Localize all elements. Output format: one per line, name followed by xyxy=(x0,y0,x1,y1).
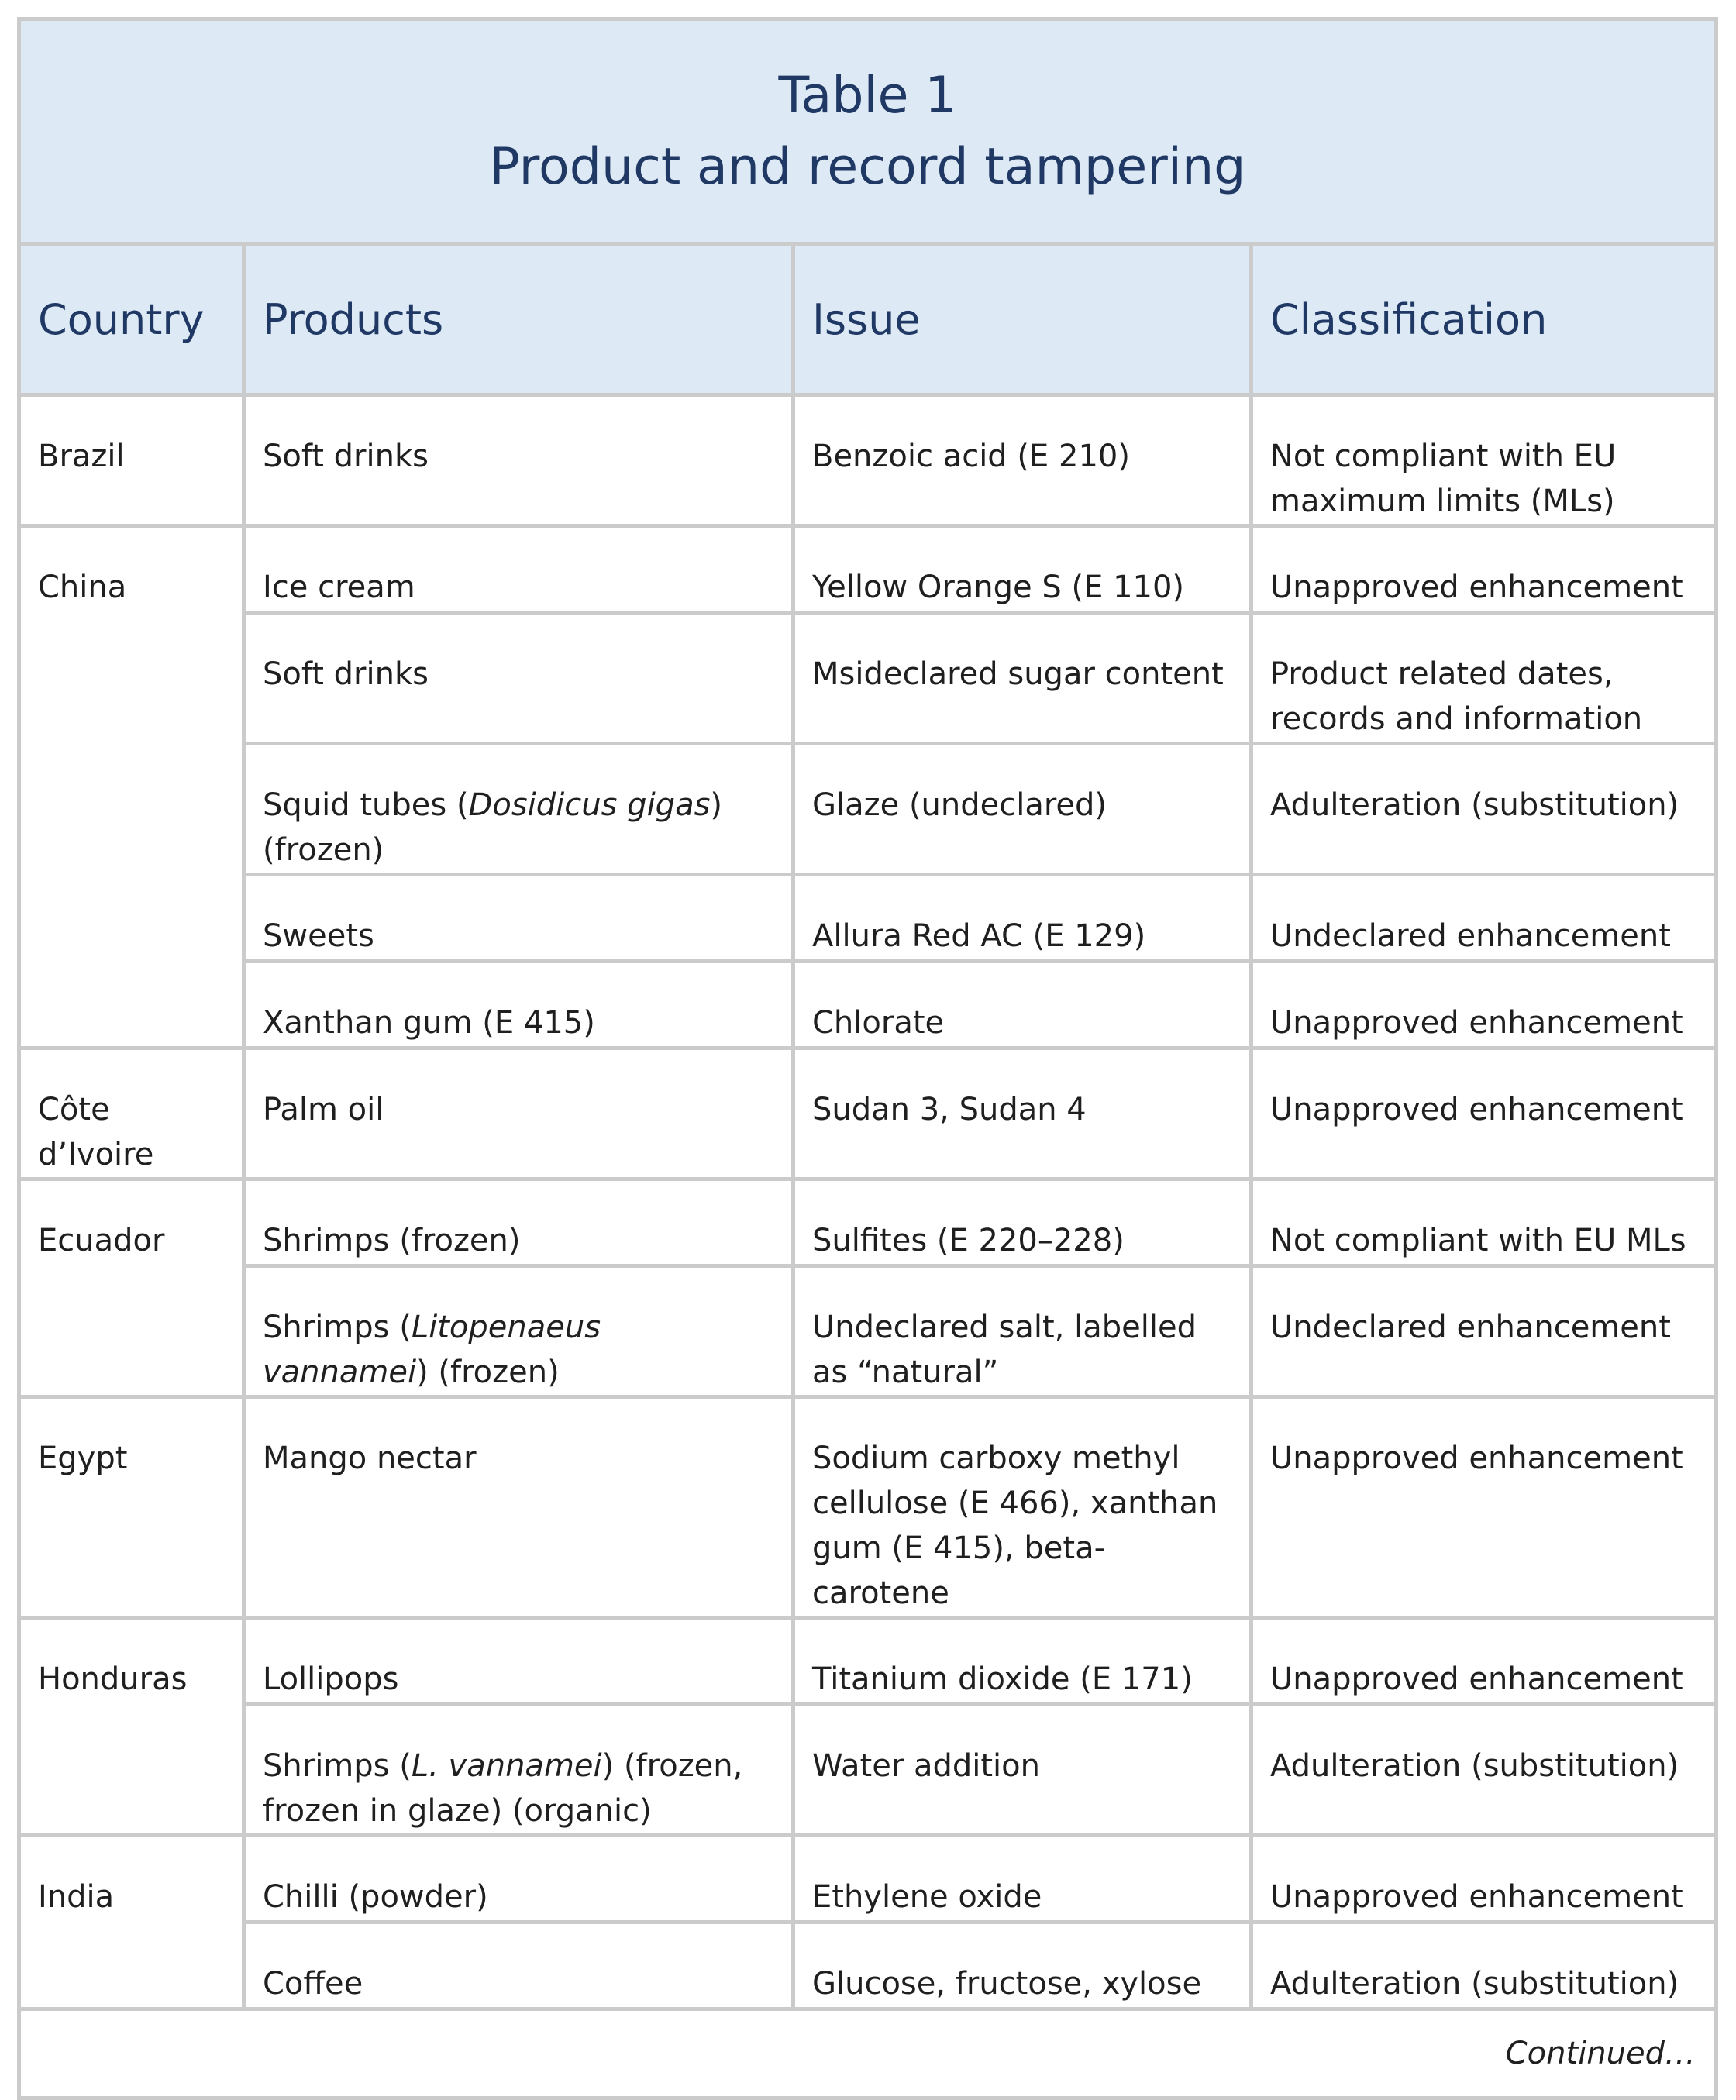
product-cell: Lollipops xyxy=(244,1618,794,1705)
classification-cell: Unapproved enhancement xyxy=(1252,526,1717,613)
classification-cell: Unapproved enhancement xyxy=(1252,962,1717,1048)
country-cell: Ecuador xyxy=(19,1179,244,1397)
species-name: L. vannamei xyxy=(411,1748,602,1784)
classification-cell: Product related dates, records and information xyxy=(1252,613,1717,744)
issue-cell: Glaze (undeclared) xyxy=(794,744,1252,875)
table-row xyxy=(19,962,1717,1048)
issue-cell: Chlorate xyxy=(794,962,1252,1048)
table-row xyxy=(19,1705,1717,1836)
product-cell xyxy=(244,1266,794,1397)
product-cell: Ice cream xyxy=(244,526,794,613)
issue-cell: Allura Red AC (E 129) xyxy=(794,875,1252,962)
country-cell: Egypt xyxy=(19,1397,244,1618)
species-name: Dosidicus gigas xyxy=(468,787,711,823)
issue-cell: Water addition xyxy=(794,1705,1252,1836)
table-row xyxy=(19,613,1717,744)
table-row xyxy=(19,1618,1717,1705)
issue-cell: Msideclared sugar content xyxy=(794,613,1252,744)
classification-cell: Adulteration (substitution) xyxy=(1252,744,1717,875)
table-row xyxy=(19,1266,1717,1397)
table-row xyxy=(19,395,1717,526)
product-cell: Shrimps (frozen) xyxy=(244,1179,794,1266)
product-text: Shrimps ( xyxy=(263,1310,412,1345)
product-text: ) (frozen) xyxy=(263,787,723,868)
table-row xyxy=(19,1179,1717,1266)
table-container xyxy=(17,17,1714,2100)
table-row xyxy=(19,1397,1717,1618)
classification-cell: Not compliant with EU MLs xyxy=(1252,1179,1717,1266)
product-cell xyxy=(244,744,794,875)
country-cell: Côte d’Ivoire xyxy=(19,1048,244,1179)
issue-cell: Benzoic acid (E 210) xyxy=(794,395,1252,526)
issue-cell: Sulfites (E 220–228) xyxy=(794,1179,1252,1266)
product-cell: Palm oil xyxy=(244,1048,794,1179)
header-row xyxy=(19,244,1717,395)
product-cell: Xanthan gum (E 415) xyxy=(244,962,794,1048)
issue-cell: Ethylene oxide xyxy=(794,1836,1252,1923)
species-name: Litopenaeus vannamei xyxy=(263,1310,601,1390)
product-cell: Sweets xyxy=(244,875,794,962)
country-cell: China xyxy=(19,526,244,1048)
product-text: ) (frozen) xyxy=(416,1355,560,1390)
table-row xyxy=(19,1048,1717,1179)
table-row xyxy=(19,526,1717,613)
issue-cell: Titanium dioxide (E 171) xyxy=(794,1618,1252,1705)
product-text: Shrimps ( xyxy=(263,1748,412,1784)
classification-cell: Unapproved enhancement xyxy=(1252,1048,1717,1179)
product-cell: Mango nectar xyxy=(244,1397,794,1618)
classification-cell: Unapproved enhancement xyxy=(1252,1836,1717,1923)
classification-cell: Adulteration (substitution) xyxy=(1252,1705,1717,1836)
country-cell: Honduras xyxy=(19,1618,244,1836)
classification-cell: Unapproved enhancement xyxy=(1252,1618,1717,1705)
country-cell: Brazil xyxy=(19,395,244,526)
table-title xyxy=(19,19,1717,244)
product-cell: Soft drinks xyxy=(244,395,794,526)
classification-cell: Undeclared enhancement xyxy=(1252,1266,1717,1397)
country-cell: India xyxy=(19,1836,244,2009)
footer-row xyxy=(19,2009,1717,2098)
product-cell xyxy=(244,1705,794,1836)
issue-cell: Undeclared salt, labelled as “natural” xyxy=(794,1266,1252,1397)
classification-cell: Unapproved enhancement xyxy=(1252,1397,1717,1618)
header-country: Country xyxy=(19,244,244,395)
issue-cell: Yellow Orange S (E 110) xyxy=(794,526,1252,613)
product-text: Squid tubes ( xyxy=(263,787,469,823)
product-cell: Chilli (powder) xyxy=(244,1836,794,1923)
continued-note: Continued… xyxy=(19,2009,1717,2098)
header-products: Products xyxy=(244,244,794,395)
header-classification: Classification xyxy=(1252,244,1717,395)
classification-cell: Adulteration (substitution) xyxy=(1252,1923,1717,2009)
header-issue: Issue xyxy=(794,244,1252,395)
title-row xyxy=(19,19,1717,244)
table-number: Table 1 xyxy=(778,66,957,125)
product-text: ) (frozen, frozen in glaze) (organic) xyxy=(263,1748,743,1829)
product-cell: Coffee xyxy=(244,1923,794,2009)
table-row xyxy=(19,875,1717,962)
table-caption: Product and record tampering xyxy=(489,137,1246,196)
classification-cell: Undeclared enhancement xyxy=(1252,875,1717,962)
table-row xyxy=(19,1923,1717,2009)
issue-cell: Sodium carboxy methyl cellulose (E 466), xanthan gum (E 415), beta-carotene xyxy=(794,1397,1252,1618)
issue-cell: Sudan 3, Sudan 4 xyxy=(794,1048,1252,1179)
table-row xyxy=(19,744,1717,875)
classification-cell: Not compliant with EU maximum limits (MLs) xyxy=(1252,395,1717,526)
issue-cell: Glucose, fructose, xylose xyxy=(794,1923,1252,2009)
product-cell: Soft drinks xyxy=(244,613,794,744)
table-row xyxy=(19,1836,1717,1923)
tampering-table xyxy=(17,17,1718,2100)
